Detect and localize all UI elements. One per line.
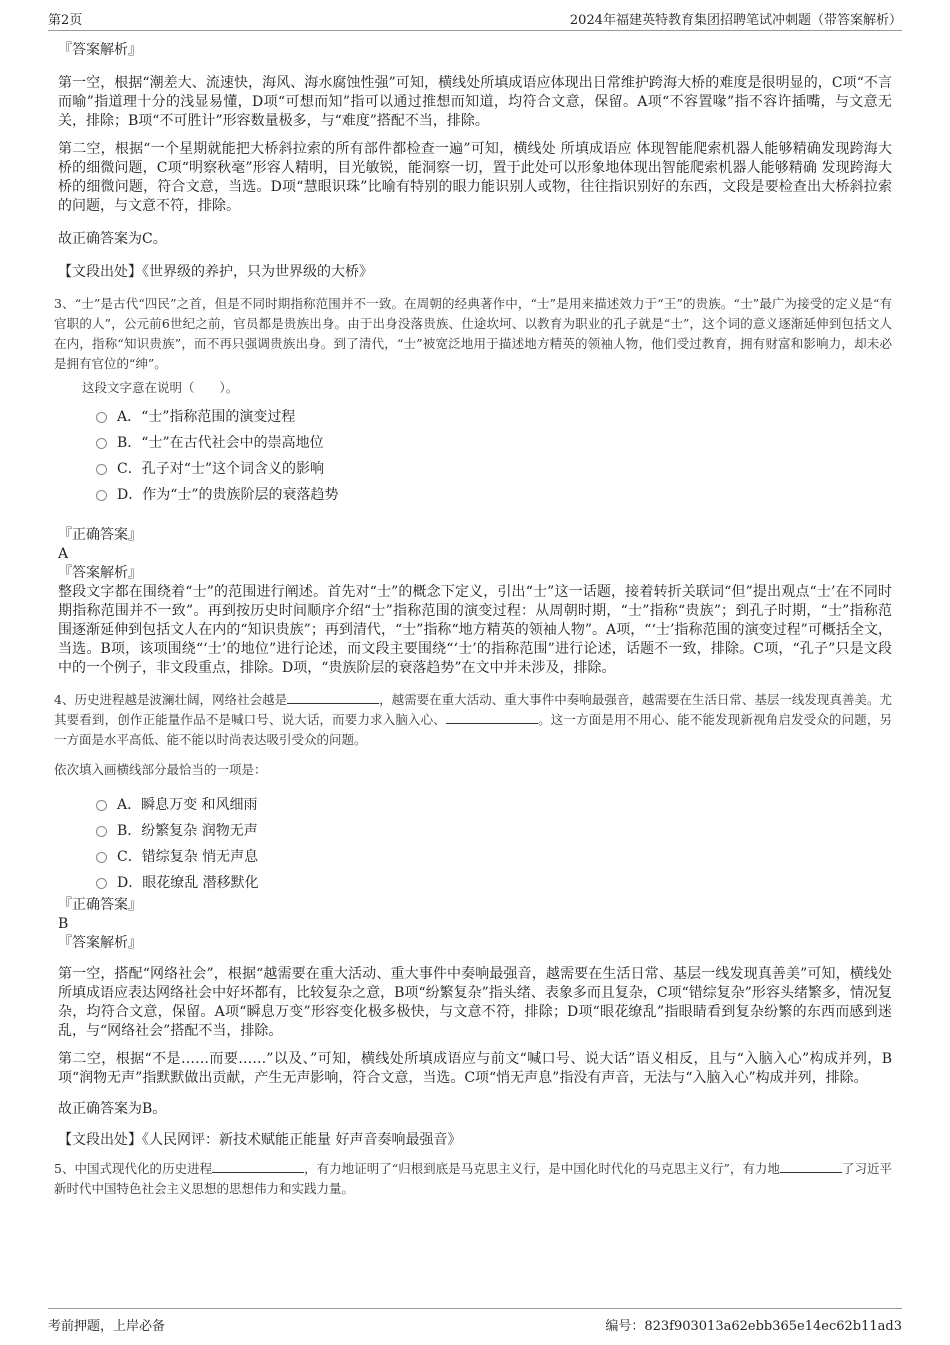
option-b[interactable] [96, 818, 892, 844]
blank-line [446, 711, 538, 724]
answer-label: 『正确答案』 [58, 897, 142, 913]
option-label: D．作为“士”的贵族阶层的衰落趋势 [117, 487, 339, 503]
option-label: A．“士”指称范围的演变过程 [117, 409, 296, 425]
options-list [96, 404, 892, 508]
analysis-label: 『答案解析』 [58, 935, 142, 951]
option-label: C．孔子对“士”这个词含义的影响 [117, 461, 325, 477]
radio-icon[interactable] [96, 412, 107, 423]
radio-icon[interactable] [96, 800, 107, 811]
option-d[interactable] [96, 482, 892, 508]
radio-icon[interactable] [96, 438, 107, 449]
page-header [48, 0, 902, 31]
document-title: 2024年福建英特教育集团招聘笔试冲刺题（带答案解析） [569, 13, 902, 28]
question-3 [54, 294, 892, 678]
question-5 [54, 1159, 892, 1199]
option-label: C．错综复杂 悄无声息 [117, 849, 259, 865]
option-c[interactable] [96, 456, 892, 482]
question-text-part: 了习近平新时代中国特色社会主义思想的思想伟力和实践力量。 [54, 1161, 892, 1196]
radio-icon[interactable] [96, 826, 107, 837]
page-footer [48, 1308, 902, 1339]
blank-line [780, 1160, 842, 1173]
option-a[interactable] [96, 792, 892, 818]
question-text-part: 4、历史进程越是波澜壮阔，网络社会越是 [54, 692, 288, 707]
analysis-paragraph: 第一空，搭配“网络社会”，根据“越需要在重大活动、重大事件中奏响最强音，越需要在生活日常、基层一线发现真善美”可知，横线处所填成语应表达网络社会中好坏都有，比较复杂之意，B项“纷繁复杂”指头绪、表象多而且复杂，C项“错综复杂”形容头绪繁多，情况复杂，均符合文意，保留。A项“瞬息万变”形容变化极多极快，与文意不符，排除；D项“眼花缭乱”指眼睛看到复杂纷繁的东西而感到迷乱，与“网络社会”搭配不当，排除。 [58, 966, 892, 1039]
question-text [54, 690, 892, 750]
answer-label: 『正确答案』 [58, 527, 142, 543]
options-list [96, 792, 892, 896]
option-label: D．眼花缭乱 潜移默化 [117, 875, 259, 891]
radio-icon[interactable] [96, 490, 107, 501]
analysis-label: 『答案解析』 [58, 42, 142, 58]
analysis-paragraph: 第一空，根据“潮差大、流速快，海风、海水腐蚀性强”可知，横线处所填成语应体现出日常维护跨海大桥的难度是很明显的，C项“不言而喻”指道理十分的浅显易懂，D项“可想而知”指可以通过推想而知道，均符合文意，保留。A项“不容置喙”指不容许插嘴，与文意无关，排除；B项“不可胜计”形容数量极多，与“难度”搭配不当，排除。 [58, 75, 892, 129]
question-stem: 依次填入画横线部分最恰当的一项是： [54, 762, 267, 777]
answer-value: B [58, 916, 69, 932]
document-id: 编号：823f903013a62ebb365e14ec62b11ad3 [605, 1319, 902, 1334]
answer-value: A [58, 546, 69, 562]
conclusion: 故正确答案为C。 [58, 231, 167, 247]
page-content [54, 40, 892, 1203]
radio-icon[interactable] [96, 878, 107, 889]
question-text-part: ，越需要在重大活动、重大事件中奏响最强音，越需要在生活日常、基层一线发现真善美。尤其要看到，创作正能量作品不是喊口号、说大话，而要力求入脑入心、 [54, 692, 892, 727]
blank-line [212, 1160, 304, 1173]
analysis-label: 『答案解析』 [58, 565, 142, 581]
option-label: B．“士”在古代社会中的崇高地位 [117, 435, 324, 451]
question-2-analysis [58, 40, 892, 282]
analysis-paragraph: 第二空，根据“不是……而要……”以及、”可知，横线处所填成语应与前文“喊口号、说大话”语义相反，且与“入脑入心”构成并列，B项“润物无声”指默默做出贡献，产生无声影响，符合文意，当选。C项“悄无声息”指没有声音，无法与“入脑入心”构成并列，排除。 [58, 1051, 892, 1086]
analysis-paragraph: 第二空，根据“一个星期就能把大桥斜拉索的所有部件都检查一遍”可知，横线处 所填成语应 体现智能爬索机器人能够精确发现跨海大桥的细微问题，C项“明察秋毫”形容人精明，目光敏锐，能洞察一切，置于此处可以形象地体现出智能爬索机器人能够精确 发现跨海大桥的细微问题，符合文意，当选。D项“慧眼识珠”比喻有特别的眼力能识别人或物，往往指识别好的东西，文段是要检查出大桥斜拉索的问题，与文意不符，排除。 [58, 141, 892, 214]
option-a[interactable] [96, 404, 892, 430]
source-citation: 【文段出处】《人民网评：新技术赋能正能量 好声音奏响最强音》 [58, 1132, 462, 1148]
question-text-part: 。这一方面是用不用心、能不能发现新视角启发受众的问题，另一方面是水平高低、能不能以时尚表达吸引受众的问题。 [54, 712, 892, 747]
option-d[interactable] [96, 870, 892, 896]
conclusion: 故正确答案为B。 [58, 1101, 167, 1117]
option-label: B．纷繁复杂 润物无声 [117, 823, 258, 839]
analysis-paragraph: 整段文字都在围绕着“士”的范围进行阐述。首先对“士”的概念下定义，引出“士”这一话题，接着转折关联词“但”提出观点“士’在不同时期指称范围并不一致”。再到按历史时间顺序介绍“士”指称范围的演变过程：从周朝时期，“士”指称“贵族”；到孔子时期，“士”指称范围逐渐延伸到包括文人在内的“知识贵族”；再到清代，“士”指称“地方精英的领袖人物”。A项，“‘士’指称范围的演变过程”可概括全文，当选。B项，该项围绕“‘士’的地位”进行论述，而文段主要围绕“‘士’的指称范围”进行论述，话题不一致，排除。C项，“孔子”只是文段中的一个例子，非文段重点，排除。D项，“贵族阶层的衰落趋势”在文中并未涉及，排除。 [58, 584, 892, 676]
question-text-part: ，有力地证明了“归根到底是马克思主义行，是中国化时代化的马克思主义行”，有力地 [304, 1161, 780, 1176]
footer-slogan: 考前押题，上岸必备 [48, 1319, 166, 1334]
blank-line [287, 691, 379, 704]
question-stem: 这段文字意在说明（ ）。 [82, 380, 239, 395]
page-number: 第2页 [48, 13, 83, 28]
question-4 [54, 690, 892, 1150]
question-text [54, 1159, 892, 1199]
source-citation: 【文段出处】《世界级的养护，只为世界级的大桥》 [58, 264, 373, 280]
option-c[interactable] [96, 844, 892, 870]
radio-icon[interactable] [96, 464, 107, 475]
option-b[interactable] [96, 430, 892, 456]
question-text: 3、“士”是古代“四民”之首，但是不同时期指称范围并不一致。在周朝的经典著作中，“士”是用来描述效力于“王”的贵族。“士”最广为接受的定义是“有官职的人”，公元前6世纪之前，官员都是贵族出身。由于出身没落贵族、仕途坎坷、以教育为职业的孔子就是“士”，这个词的意义逐渐延伸到包括文人在内，指称“知识贵族”，而不再只强调贵族出身。到了清代，“士”被宽泛地用于描述地方精英的领袖人物，他们受过教育，拥有财富和影响力，却未必是拥有官位的“绅”。 [54, 296, 892, 371]
radio-icon[interactable] [96, 852, 107, 863]
question-text-part: 5、中国式现代化的历史进程 [54, 1161, 213, 1176]
option-label: A．瞬息万变 和风细雨 [117, 797, 258, 813]
